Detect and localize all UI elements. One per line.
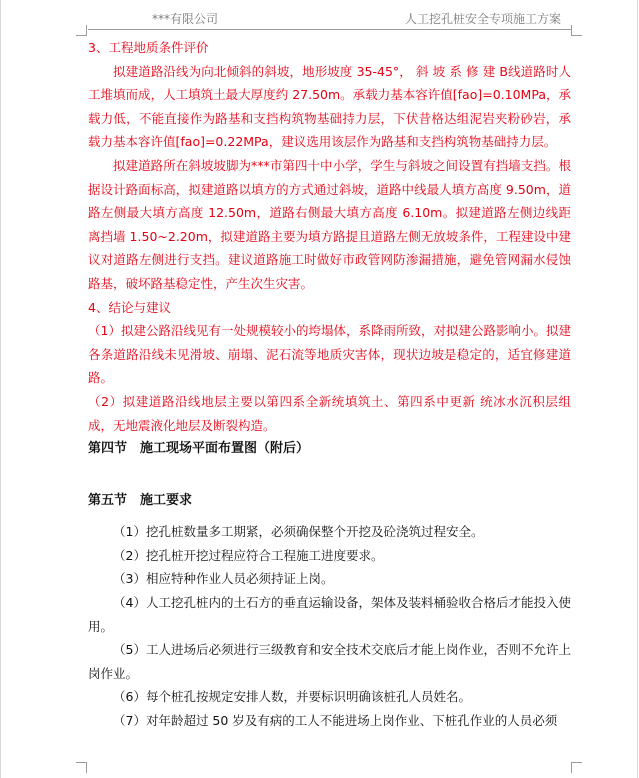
page-header (88, 7, 571, 30)
paragraph-geology-1: 拟建道路沿线为向北倾斜的斜坡，地形坡度 35-45°， 斜 坡 系 修 建 B线道路时人工堆填而成，人工填筑土最大厚度约 27.50m。承载力基本容许值[fao]=0.10MPa，承载力低，不能直接作为路基和支挡构筑物基础持力层，下伏昔格达组泥岩夹粉砂岩，承载力基本容许值[fao]=0.22MPa，建议选用该层作为路基和支挡构筑物基础持力层。 (88, 63, 571, 150)
document-body[interactable] (88, 36, 571, 733)
requirement-item: （6）每个桩孔按规定安排人数，并要标识明确该桩孔人员姓名。 (113, 689, 471, 705)
margin-corner-mark (571, 762, 582, 773)
paragraph-conclusion-1: （1）拟建公路沿线见有一处规模较小的垮塌体，系降雨所致，对拟建公路影响小。拟建各条道路沿线未见滑坡、崩塌、泥石流等地质灾害体，现状边坡是稳定的，适宜修建道路。 (88, 323, 571, 386)
header-doc-title: 人工挖孔桩安全专项施工方案 (404, 12, 561, 26)
heading-conclusions: 4、结论与建议 (88, 299, 171, 315)
header-company: ***有限公司 (152, 12, 219, 26)
margin-corner-mark (76, 25, 87, 36)
heading-geology-evaluation: 3、工程地质条件评价 (88, 40, 209, 55)
margin-corner-mark (76, 762, 87, 773)
paragraph-geology-2: 拟建道路所在斜坡坡脚为***市第四十中小学，学生与斜坡之间设置有挡墙支挡。根据设计路面标高，拟建道路以填方的方式通过斜坡，道路中线最人填方高度 9.50m，道路左侧最大填方高度 12.50m，道路右侧最大填方高度 6.10m。拟建道路左侧边线距离挡墙 1.50~2.20m，拟建道路主要为填方路提且道路左侧无放坡条件，工程建设中建议对道路左侧进行支挡。建议道路施工时做好市政管网防渗漏措施，避免管网漏水侵蚀路基，破坏路基稳定性，产生次生灾害。 (88, 157, 571, 291)
requirement-item: （5）工人进场后必须进行三级教育和安全技术交底后才能上岗作业，否则不允许上岗作业。 (88, 642, 571, 681)
requirement-item: （2）挖孔桩开挖过程应符合工程施工进度要求。 (113, 547, 384, 563)
requirement-item: （7）对年龄超过 50 岁及有病的工人不能进场上岗作业、下桩孔作业的人员必须 (113, 713, 558, 729)
section-4-heading: 第四节 施工现场平面布置图（附后） (88, 441, 310, 457)
spacer (88, 512, 571, 520)
spacer (88, 461, 571, 489)
paragraph-conclusion-2: （2）拟建道路沿线地层主要以第四系全新统填筑土、第四系中更新 统冰水沉积层组成，无地震液化地层及断裂构造。 (88, 393, 571, 433)
margin-corner-mark (571, 25, 582, 36)
requirement-item: （4）人工挖孔桩内的土石方的垂直运输设备，架体及装料桶验收合格后才能投入使用。 (88, 595, 571, 634)
requirement-item: （1）挖孔桩数量多工期紧，必须确保整个开挖及砼浇筑过程安全。 (113, 524, 484, 540)
section-5-heading: 第五节 施工要求 (88, 492, 193, 508)
requirement-item: （3）相应特种作业人员必须持证上岗。 (113, 571, 334, 587)
